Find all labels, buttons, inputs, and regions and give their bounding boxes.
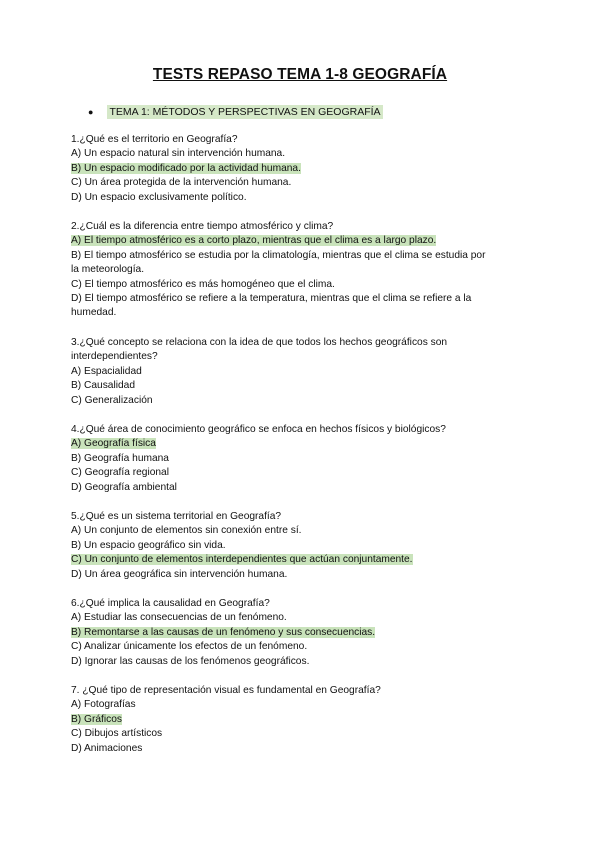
answer-option: A) Un conjunto de elementos sin conexión entre sí. (71, 525, 302, 537)
answer-option: A) Fotografías (71, 699, 136, 711)
answer-option: D) Un espacio exclusivamente político. (71, 191, 247, 203)
page-title: TESTS REPASO TEMA 1-8 GEOGRAFÍA (152, 66, 448, 83)
answer-option: C) Generalización (71, 394, 153, 406)
answer-option: D) El tiempo atmosférico se refiere a la temperatura, mientras que el clima se refiere a la (71, 293, 472, 305)
answer-option: B) Causalidad (71, 380, 135, 392)
answer-option: B) El tiempo atmosférico se estudia por la climatología, mientras que el clima se estudia por (71, 249, 486, 261)
answer-option: la meteorología. (71, 264, 145, 276)
answer-option: C) Dibujos artísticos (71, 728, 163, 740)
correct-answer-highlight: B) Gráficos (71, 713, 122, 725)
answer-option-correct (71, 437, 536, 451)
answer-option-correct (71, 553, 536, 567)
answer-option-correct (71, 626, 536, 640)
question-text: 2.¿Cuál es la diferencia entre tiempo atmosférico y clima? (71, 221, 334, 233)
bullet-icon: ● (88, 107, 94, 117)
answer-option: C) Un área protegida de la intervención humana. (71, 177, 292, 189)
question-list (71, 133, 536, 771)
correct-answer-highlight: B) Un espacio modificado por la actividad humana. (71, 162, 301, 174)
answer-option: A) Espacialidad (71, 365, 142, 377)
answer-option: C) El tiempo atmosférico es más homogéneo que el clima. (71, 278, 335, 290)
answer-option: C) Analizar únicamente los efectos de un fenómeno. (71, 641, 308, 653)
question-block (71, 597, 536, 669)
question-text: 7. ¿Qué tipo de representación visual es fundamental en Geografía? (71, 685, 381, 696)
answer-option: D) Animaciones (71, 742, 143, 754)
answer-option-correct (71, 162, 536, 176)
section-label: TEMA 1: MÉTODOS Y PERSPECTIVAS EN GEOGRAFÍA (109, 106, 381, 118)
question-text: 3.¿Qué concepto se relaciona con la idea de que todos los hechos geográficos son (71, 336, 448, 348)
question-block (71, 423, 536, 495)
answer-option: A) Estudiar las consecuencias de un fenómeno. (71, 612, 287, 624)
answer-option: D) Geografía ambiental (71, 481, 177, 493)
question-text: 5.¿Qué es un sistema territorial en Geografía? (71, 510, 282, 522)
answer-option: D) Un área geográfica sin intervención humana. (71, 568, 288, 580)
answer-option-correct (71, 234, 536, 248)
question-block (71, 220, 536, 321)
question-text: 6.¿Qué implica la causalidad en Geografía? (71, 597, 270, 609)
question-block (71, 336, 536, 408)
correct-answer-highlight: B) Remontarse a las causas de un fenómeno y sus consecuencias. (71, 626, 376, 638)
question-text: interdependientes? (71, 351, 158, 363)
correct-answer-highlight: A) Geografía física (71, 438, 156, 450)
section-heading (88, 105, 383, 119)
answer-option: A) Un espacio natural sin intervención humana. (71, 148, 286, 160)
answer-option: D) Ignorar las causas de los fenómenos geográficos. (71, 655, 310, 667)
answer-option: B) Geografía humana (71, 452, 169, 464)
answer-option: B) Un espacio geográfico sin vida. (71, 539, 226, 551)
correct-answer-highlight: C) Un conjunto de elementos interdependientes que actúan conjuntamente. (71, 554, 413, 566)
answer-option: C) Geografía regional (71, 467, 169, 479)
question-block (71, 510, 536, 582)
answer-option: humedad. (71, 307, 117, 319)
answer-option-correct (71, 713, 536, 727)
question-text: 1.¿Qué es el territorio en Geografía? (71, 134, 238, 145)
question-block (71, 684, 536, 756)
question-text: 4.¿Qué área de conocimiento geográfico se enfoca en hechos físicos y biológicos? (71, 423, 446, 435)
correct-answer-highlight: A) El tiempo atmosférico es a corto plazo, mientras que el clima es a largo plazo. (71, 235, 437, 247)
question-block (71, 133, 536, 205)
